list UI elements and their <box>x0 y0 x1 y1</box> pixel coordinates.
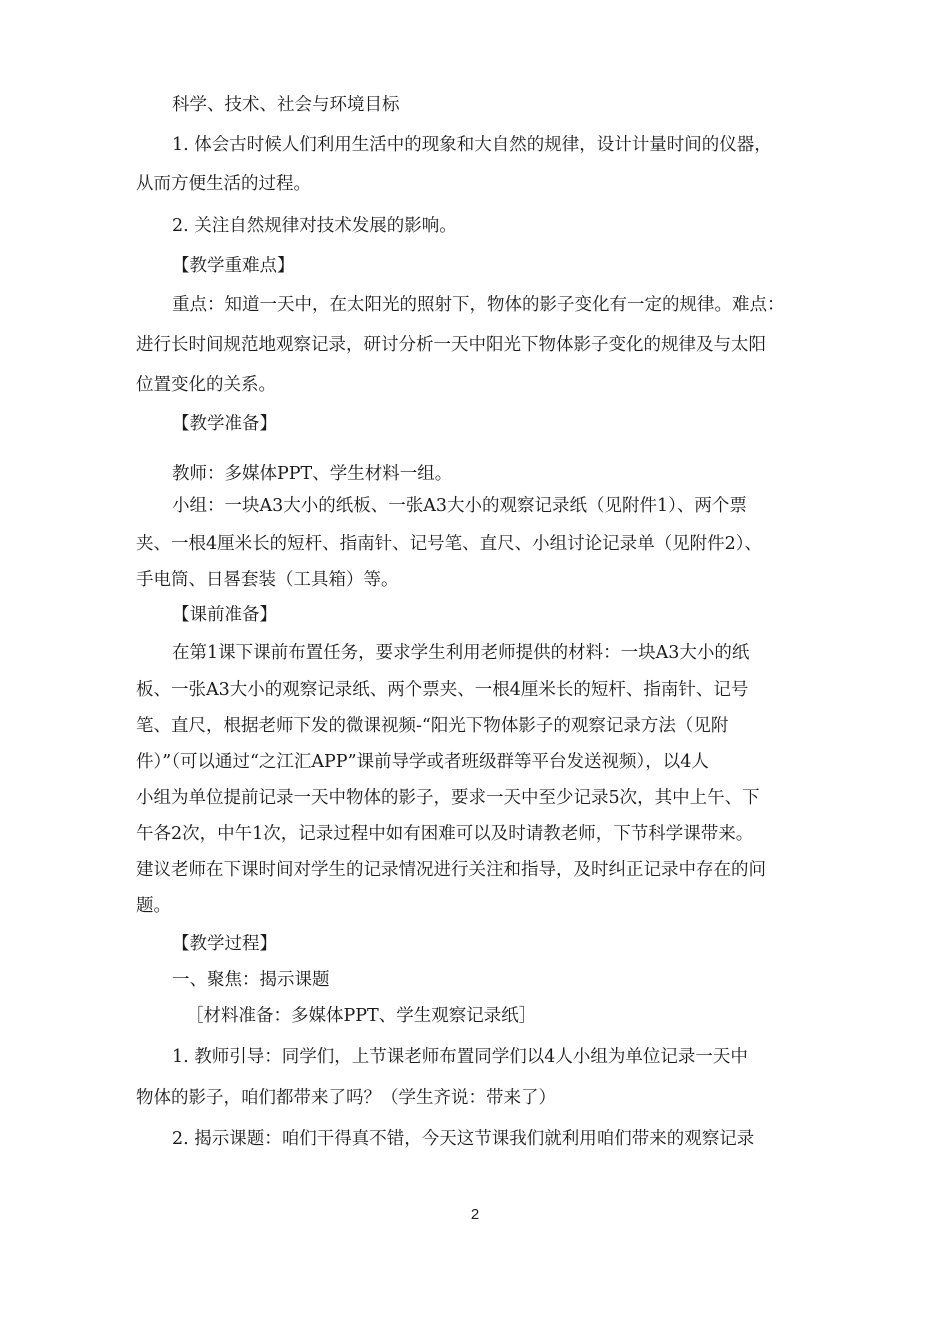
paragraph-line: 进行长时间规范地观察记录，研讨分析一天中阳光下物体影子变化的规律及与太阳 <box>136 335 766 355</box>
page-number: 2 <box>470 1206 480 1223</box>
paragraph-line: 教师：多媒体PPT、学生材料一组。 <box>172 464 453 484</box>
paragraph-line: 小组：一块A3大小的纸板、一张A3大小的观察记录纸（见附件1）、两个票 <box>172 496 747 516</box>
section-heading-pre-class: 【课前准备】 <box>172 605 277 625</box>
paragraph-line: 夹、一根4厘米长的短杆、指南针、记号笔、直尺、小组讨论记录单（见附件2）、 <box>136 534 763 554</box>
paragraph-line: 在第1课下课前布置任务，要求学生利用老师提供的材料：一块A3大小的纸 <box>172 643 750 663</box>
paragraph-line: 午各2次，中午1次，记录过程中如有困难可以及时请教老师，下节科学课带来。 <box>136 824 754 844</box>
section-heading-process: 【教学过程】 <box>172 934 277 954</box>
paragraph-line: 从而方便生活的过程。 <box>136 174 311 194</box>
paragraph-line: 手电筒、日晷套装（工具箱）等。 <box>136 570 399 590</box>
paragraph-line: 建议老师在下课时间对学生的记录情况进行关注和指导，及时纠正记录中存在的问 <box>136 860 766 880</box>
paragraph-line: 位置变化的关系。 <box>136 375 276 395</box>
paragraph-line: 小组为单位提前记录一天中物体的影子，要求一天中至少记录5次，其中上午、下 <box>136 788 760 808</box>
paragraph-line: 题。 <box>136 896 171 916</box>
paragraph-line: 1. 教师引导：同学们，上节课老师布置同学们以4人小组为单位记录一天中 <box>172 1047 748 1067</box>
paragraph-line: 物体的影子，咱们都带来了吗？（学生齐说：带来了） <box>136 1088 556 1108</box>
section-heading-sts-goals: 科学、技术、社会与环境目标 <box>172 95 400 115</box>
subsection-heading: 一、聚焦：揭示课题 <box>172 970 330 990</box>
paragraph-line: 板、一张A3大小的观察记录纸、两个票夹、一根4厘米长的短杆、指南针、记号 <box>136 680 749 700</box>
section-heading-key-points: 【教学重难点】 <box>172 256 295 276</box>
paragraph-line: 件）”（可以通过“之江汇APP”课前导学或者班级群等平台发送视频），以4人 <box>136 752 709 772</box>
paragraph-line: 2. 揭示课题：咱们干得真不错，今天这节课我们就利用咱们带来的观察记录 <box>172 1129 755 1149</box>
paragraph-line: 1. 体会古时候人们利用生活中的现象和大自然的规律，设计计量时间的仪器， <box>172 135 772 155</box>
section-heading-preparation: 【教学准备】 <box>172 414 277 434</box>
paragraph-line: 重点：知道一天中，在太阳光的照射下，物体的影子变化有一定的规律。难点： <box>172 295 785 315</box>
paragraph-line: 笔、直尺，根据老师下发的微课视频-“阳光下物体影子的观察记录方法（见附 <box>136 716 729 736</box>
paragraph-line: 2. 关注自然规律对技术发展的影响。 <box>172 216 457 236</box>
material-note: ［材料准备：多媒体PPT、学生观察记录纸］ <box>186 1006 537 1026</box>
